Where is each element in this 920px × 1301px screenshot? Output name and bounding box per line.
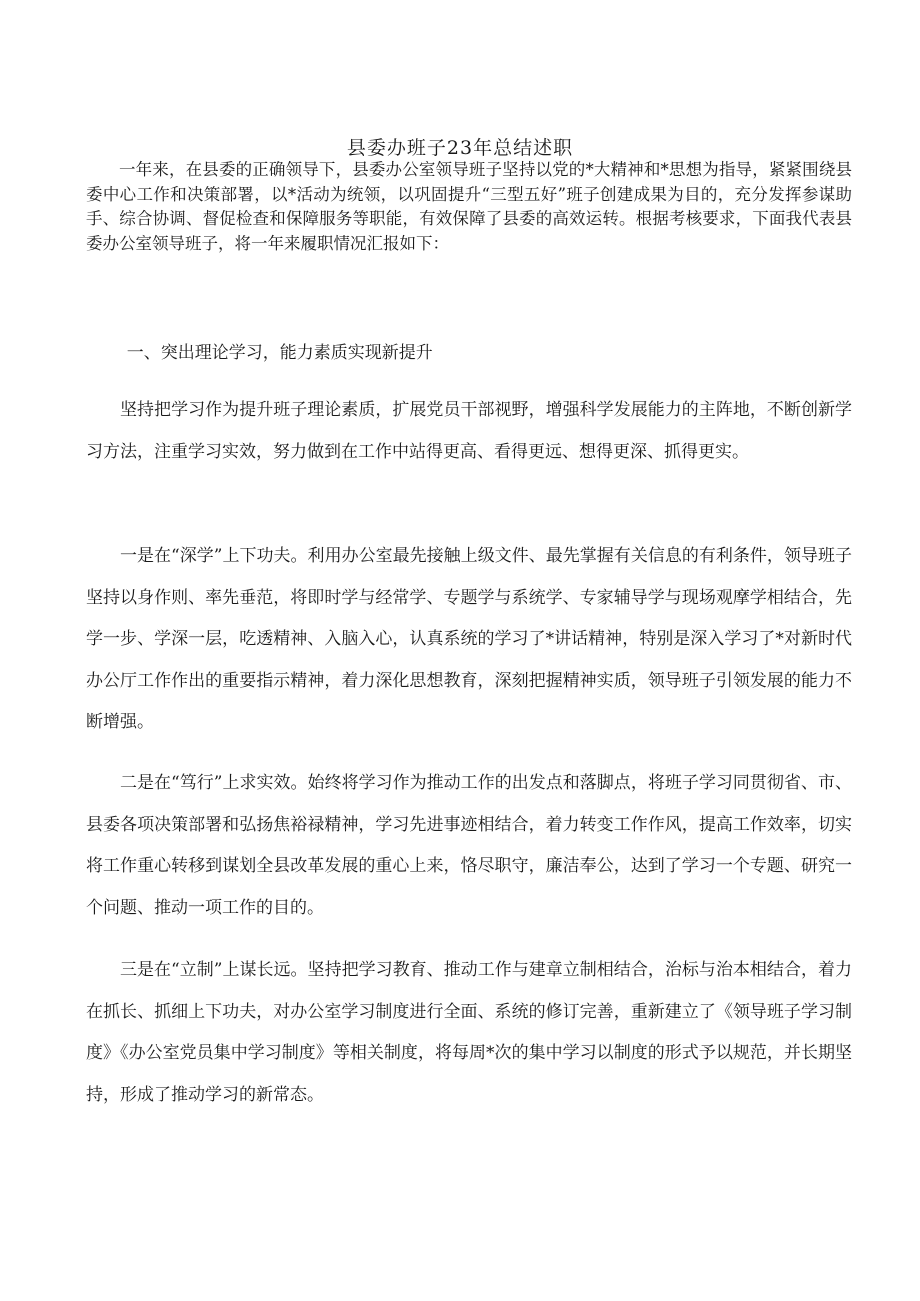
document-title: 县委办班子23年总结述职 — [346, 137, 574, 159]
intro-paragraph: 一年来，在县委的正确领导下，县委办公室领导班子坚持以党的*大精神和*思想为指导，紧紧围绕县委中心工作和决策部署，以*活动为统领，以巩固提升“三型五好”班子创建成果为目的，充分发挥参谋助手、综合协调、督促检查和保障服务等职能，有效保障了县委的高效运转。根据考核要求，下面我代表县委办公室领导班子，将一年来履职情况汇报如下： — [86, 160, 852, 253]
body-paragraph-deep-study: 一是在“深学”上下功夫。利用办公室最先接触上级文件、最先掌握有关信息的有利条件，领导班子坚持以身作则、率先垂范，将即时学与经常学、专题学与系统学、专家辅导学与现场观摩学相结合，先学一步、学深一层，吃透精神、入脑入心，认真系统的学习了*讲话精神，特别是深入学习了*对新时代办公厅工作作出的重要指示精神，着力深化思想教育，深刻把握精神实质，领导班子引领发展的能力不断增强。 — [86, 546, 852, 732]
body-paragraph-practice: 二是在“笃行”上求实效。始终将学习作为推动工作的出发点和落脚点，将班子学习同贯彻省、市、县委各项决策部署和弘扬焦裕禄精神，学习先进事迹相结合，着力转变工作作风，提高工作效率，切实将工作重心转移到谋划全县改革发展的重心上来，恪尽职守，廉洁奉公，达到了学习一个专题、研究一个问题、推动一项工作的目的。 — [86, 773, 852, 918]
body-paragraph-study-overview: 坚持把学习作为提升班子理论素质，扩展党员干部视野，增强科学发展能力的主阵地，不断创新学习方法，注重学习实效，努力做到在工作中站得更高、看得更远、想得更深、抓得更实。 — [86, 400, 852, 462]
body-paragraph-institution: 三是在“立制”上谋长远。坚持把学习教育、推动工作与建章立制相结合，治标与治本相结合，着力在抓长、抓细上下功夫，对办公室学习制度进行全面、系统的修订完善，重新建立了《领导班子学习制度》《办公室党员集中学习制度》等相关制度，将每周*次的集中学习以制度的形式予以规范，并长期坚持，形成了推动学习的新常态。 — [86, 960, 852, 1105]
section-heading-1: 一、突出理论学习，能力素质实现新提升 — [126, 343, 433, 363]
